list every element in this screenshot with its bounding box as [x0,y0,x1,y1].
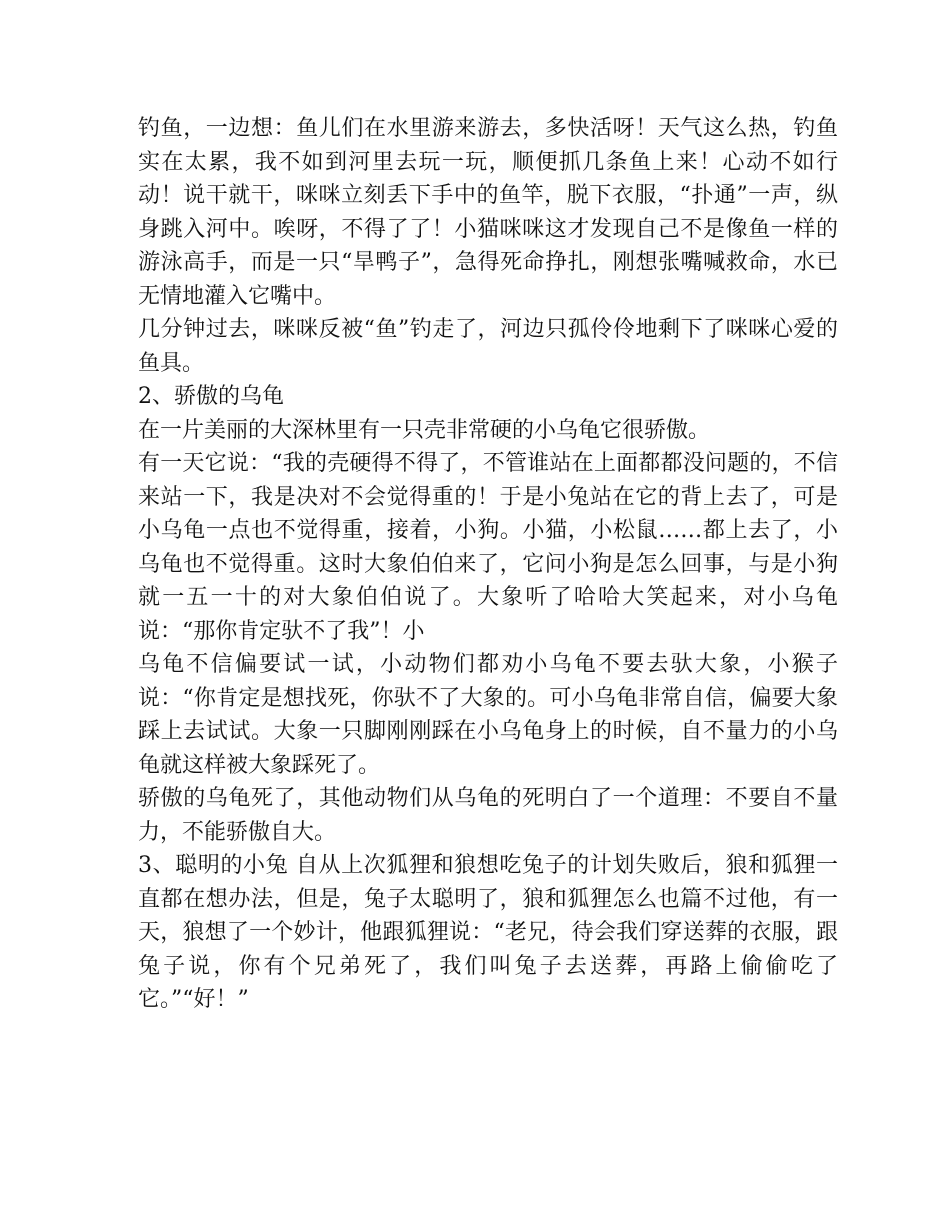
story-paragraph: 几分钟过去，咪咪反被“鱼”钓走了，河边只孤伶伶地剩下了咪咪心爱的鱼具。 [138,317,838,376]
story-paragraph: 乌龟不信偏要试一试，小动物们都劝小乌龟不要去驮大象，小猴子说：“你肯定是想找死，你驮不了大象的。可小乌龟非常自信，偏要大象踩上去试试。大象一只脚刚刚踩在小乌龟身上的时候，自不量力的小乌龟就这样被大象踩死了。 [138,652,838,778]
section-paragraph: 3、聪明的小兔 自从上次狐狸和狼想吃兔子的计划失败后，狼和狐狸一直都在想办法，但是，兔子太聪明了，狼和狐狸怎么也篇不过他，有一天，狼想了一个妙计，他跟狐狸说：“老兄，待会我们穿送葬的衣服，跟兔子说，你有个兄弟死了，我们叫兔子去送葬，再路上偷偷吃了它。”“好！” [138,853,838,1012]
document-page [138,112,838,1017]
section-heading: 2、骄傲的乌龟 [138,384,284,409]
story-paragraph: 在一片美丽的大深林里有一只壳非常硬的小乌龟它很骄傲。 [138,417,711,443]
story-paragraph: 骄傲的乌龟死了，其他动物们从乌龟的死明白了一个道理：不要自不量力，不能骄傲自大。 [138,786,838,845]
story-paragraph: 有一天它说：“我的壳硬得不得了，不管谁站在上面都都没问题的，不信来站一下，我是决对不会觉得重的！于是小兔站在它的背上去了，可是小乌龟一点也不觉得重，接着，小狗。小猫，小松鼠……都上去了，小乌龟也不觉得重。这时大象伯伯来了，它问小狗是怎么回事，与是小狗就一五一十的对大象伯伯说了。大象听了哈哈大笑起来，对小乌龟说：“那你肯定驮不了我”！小 [138,451,838,644]
story-paragraph: 钓鱼，一边想：鱼儿们在水里游来游去，多快活呀！天气这么热，钓鱼实在太累，我不如到河里去玩一玩，顺便抓几条鱼上来！心动不如行动！说干就干，咪咪立刻丢下手中的鱼竿，脱下衣服，“扑通”一声，纵身跳入河中。唉呀，不得了了！小猫咪咪这才发现自己不是像鱼一样的游泳高手，而是一只“旱鸭子”，急得死命挣扎，刚想张嘴喊救命，水已无情地灌入它嘴中。 [138,116,838,309]
